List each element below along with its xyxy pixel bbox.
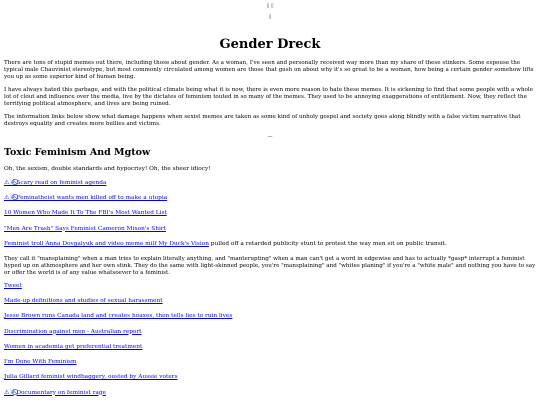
- section-subtitle: Oh, the sexism, double standards and hypocrisy! Oh, the sheer idiocy!: [4, 165, 211, 172]
- list-item: [4, 359, 536, 366]
- intro-section: [4, 60, 536, 128]
- troll-description: pulled off a retarded publicity stunt to protest the way men sit on public transit.: [208, 240, 447, 247]
- list-item: [4, 344, 536, 351]
- link-discrimination-report[interactable]: Discrimination against men - Australian report: [4, 328, 142, 335]
- link-made-up-definitions[interactable]: Made-up definitions and studies of sexual harassment: [4, 298, 163, 305]
- section-heading: Toxic Feminism And Mgtow: [4, 147, 151, 159]
- list-item: [4, 210, 536, 217]
- top-broken-icon-1: ▯ ▯: [266, 3, 274, 9]
- top-broken-icon-2: ▯: [268, 14, 272, 20]
- link-done-with-feminism[interactable]: I'm Done With Feminism: [4, 359, 77, 366]
- link-julia-gillard[interactable]: Julia Gillard feminist windbaggery, ousted by Aussie voters: [4, 374, 178, 381]
- list-item: [4, 374, 536, 381]
- list-item: [4, 180, 536, 187]
- tweet-link[interactable]: Tweet: [4, 282, 22, 289]
- list-item: [4, 390, 536, 397]
- page-title: Gender Dreck: [219, 37, 321, 52]
- link-men-are-trash[interactable]: "Men Are Trash" Says Feminist Cameron Mixon's Shirt: [4, 225, 166, 232]
- link-fbi-most-wanted[interactable]: 10 Women Who Made It To The FBI's Most Wanted List: [4, 210, 167, 217]
- list-item: [4, 283, 536, 290]
- link-documentary-rage[interactable]: ⚠☠️⃠Documentary on feminist rage: [4, 389, 106, 396]
- intro-paragraph-3: The information links below show what damage happens when sexist memes are taken as some kind of unholy gospel and society goes along blindly with a false victim narrative that destroys equality and creates more bullies and victims.: [4, 113, 521, 127]
- section-divider: —: [267, 133, 273, 140]
- link-jesse-brown[interactable]: Jesse Brown runs Canada land and creates hoaxes, then tells lies to ruin lives: [4, 313, 233, 320]
- intro-paragraph-1: There are tons of stupid memes out there, including those about gender. As a woman, I've seen and personally received way more than my share of these stinkers. Some espouse the typical male Chauvinist stereotype, but most commonly circulated among women are those that gush on about why it's so great to be a woman, how being a certain gender somehow lifts you up as some superior kind of human being.: [4, 60, 534, 80]
- mansplaining-paragraph: They call it "mansplaining" when a man tries to explain literally anything, and "manterupting" when a man can't get a word in edgewise and has to actually *gasp* interrupt a feminist hyped up on athmosphere and her own stink. They do the same with light-skinned people, you're "mansplaining" and "whites planing" if you're a "white male" and nothing you have to say or offer the world is of any value whatsoever to a feminist.: [4, 256, 536, 276]
- link-feminatheist[interactable]: ⚠☠️⃠Feminatheist wants men killed off to make a utopia: [4, 195, 168, 202]
- list-item: [4, 313, 536, 320]
- list-item: [4, 226, 536, 233]
- list-item: [4, 329, 536, 336]
- link-feminist-troll[interactable]: Feminist troll Anna Dovgalyuk and video meme milf My Duck's Vision: [4, 240, 209, 247]
- list-item: [4, 298, 536, 305]
- link-scary-read[interactable]: ⚠☠️⃠Scary read on feminist agenda: [4, 179, 107, 186]
- list-item: [4, 241, 536, 248]
- intro-paragraph-2: I have always hated this garbage, and with the political climate being what it is now, there is even more reason to hate these memes. It is sickening to find that some people with a whole lot of clout and influence over the media, live by the dictates of feminism touted in so many of the memes. They used to be annoying exaggerations of entitlement. Now, they reflect the terrifying political atmosphere, and lives are being ruined.: [4, 86, 534, 107]
- link-women-academia[interactable]: Women in academia get preferential treatment: [4, 343, 143, 350]
- list-item: [4, 195, 536, 202]
